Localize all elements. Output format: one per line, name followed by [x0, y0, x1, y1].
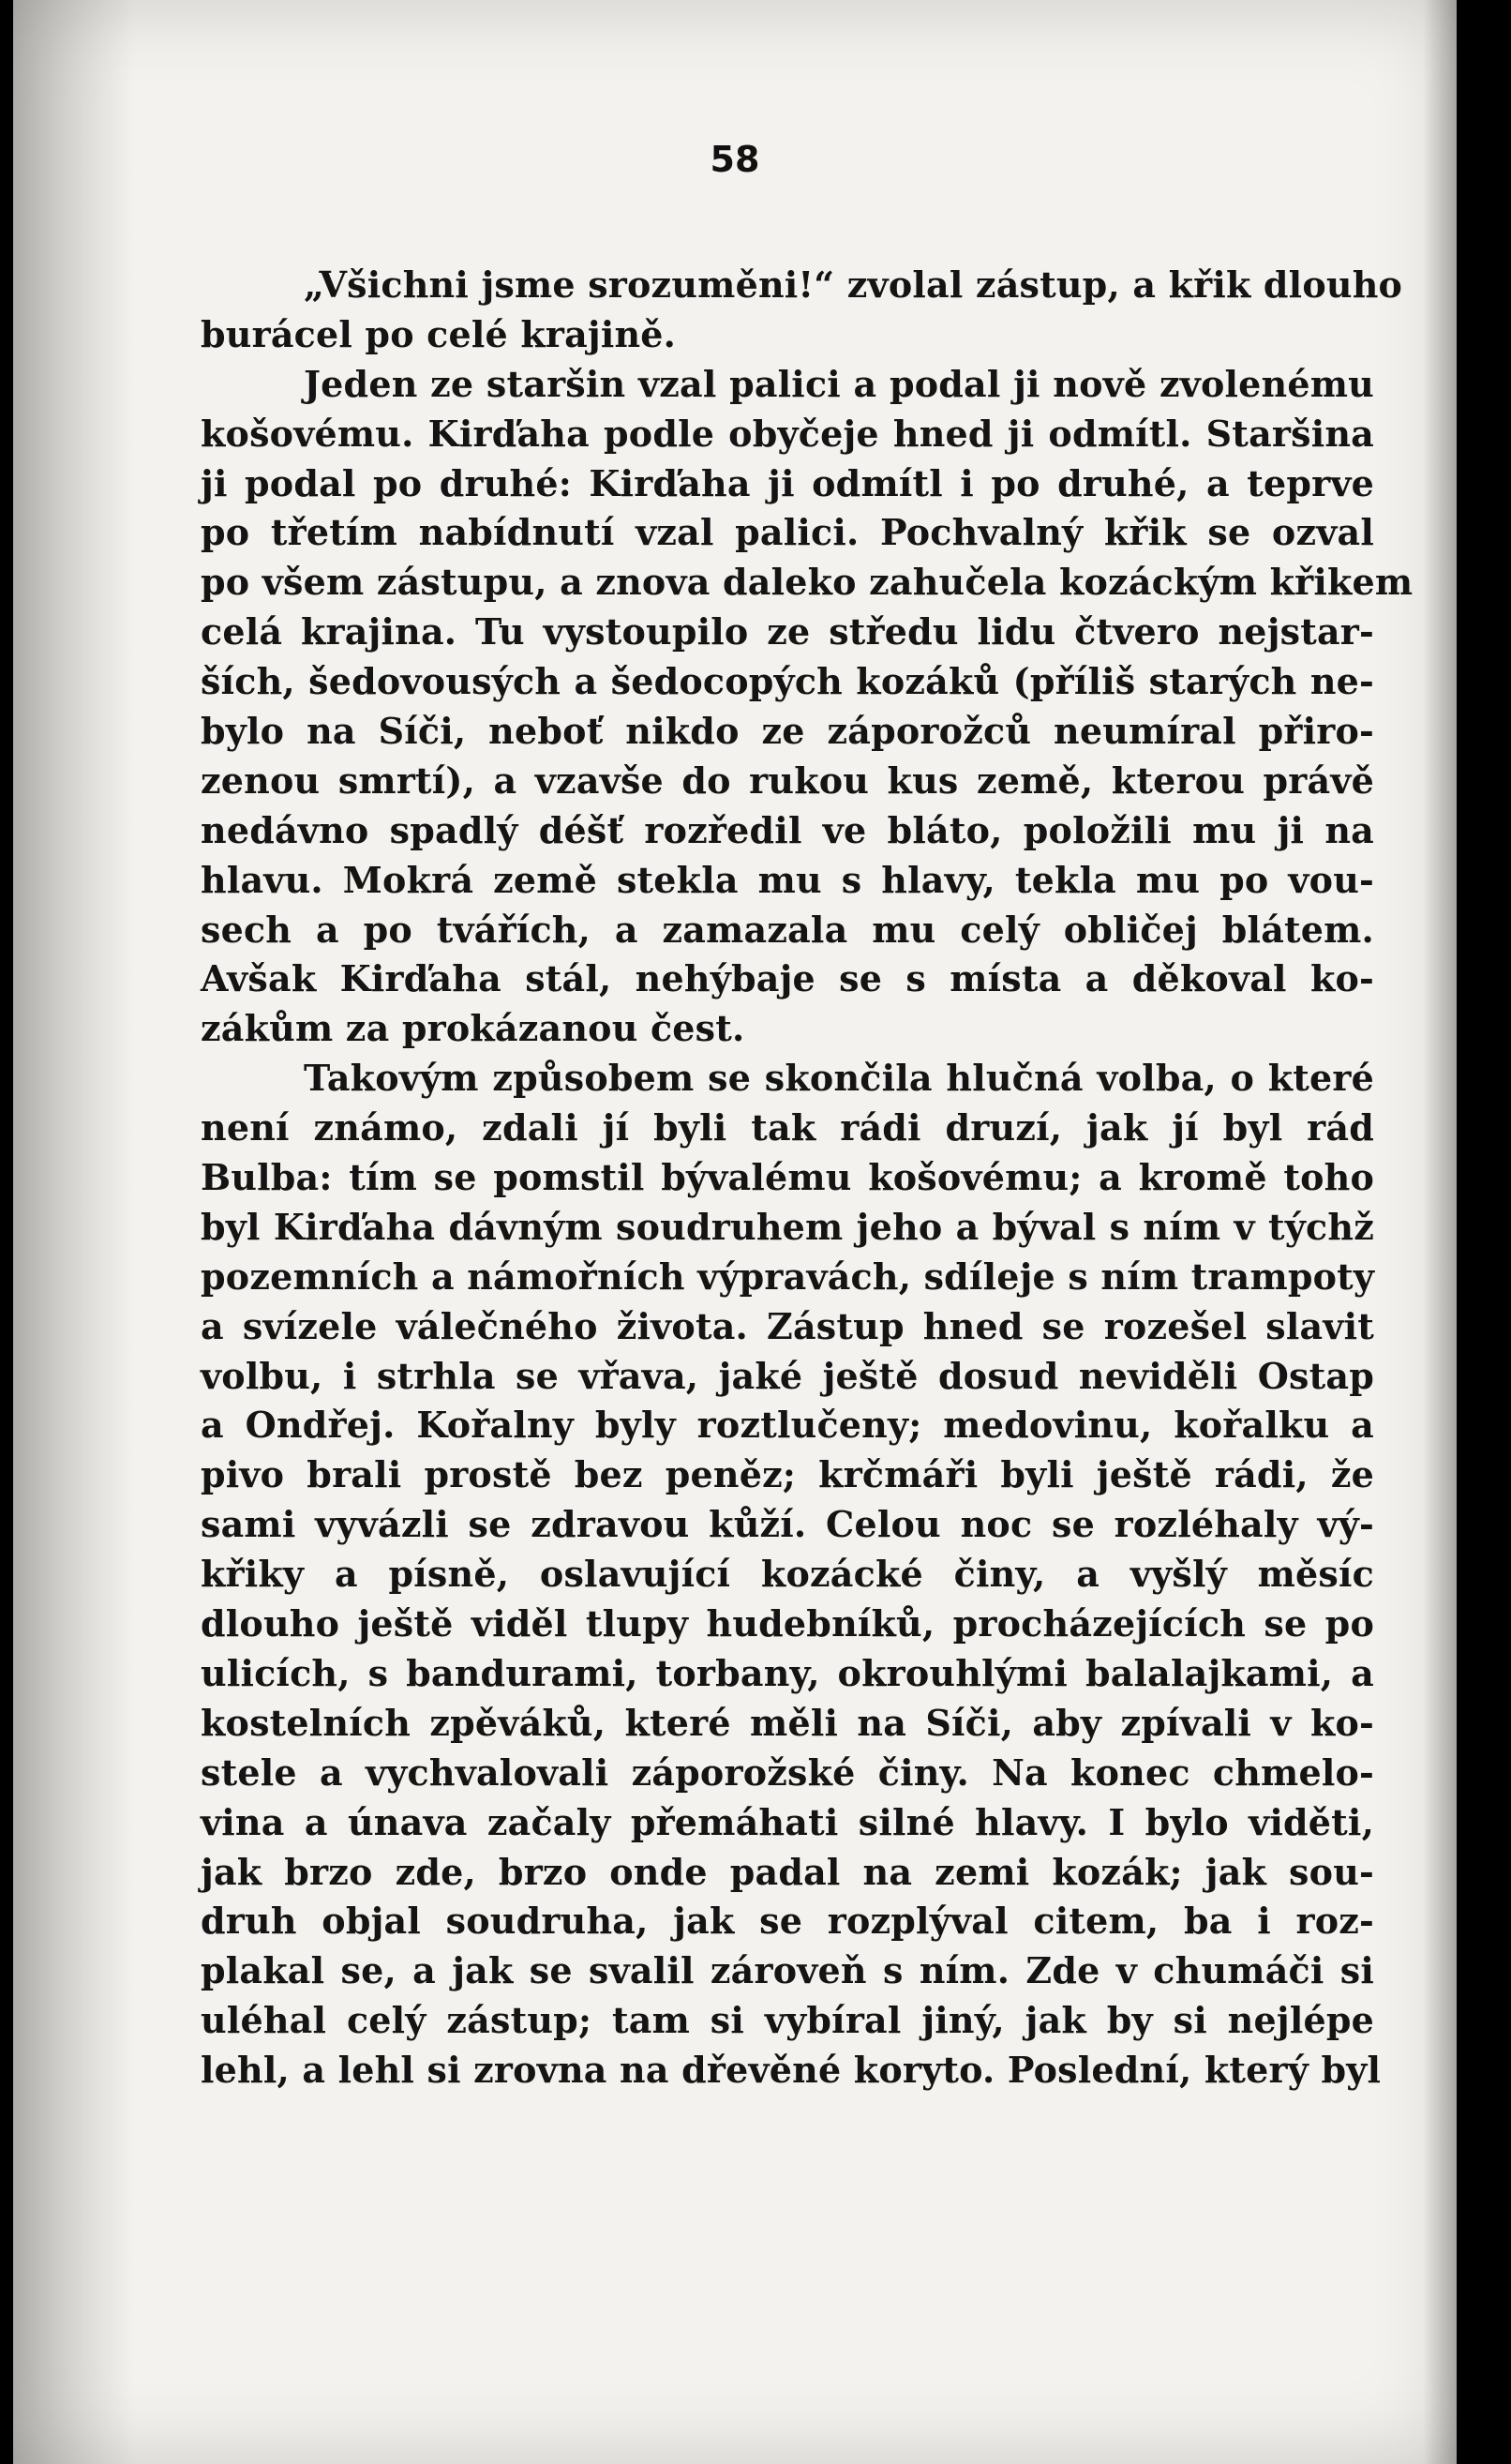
- text-line: zenou smrtí), a vzavše do rukou kus země, kterou právě: [201, 759, 1374, 802]
- text-line: burácel po celé krajině.: [201, 312, 677, 355]
- text-line: Bulba: tím se pomstil bývalému košovému; a kromě toho: [201, 1156, 1374, 1199]
- text-line: nedávno spadlý déšť rozředil ve bláto, položili mu ji na: [201, 808, 1374, 851]
- text-line: uléhal celý zástup; tam si vybíral jiný, jak by si nejlépe: [201, 1999, 1374, 2042]
- gutter-shadow: [13, 0, 135, 2464]
- text-line: pozemních a námořních výpravách, sdíleje s ním trampoty: [201, 1255, 1375, 1298]
- text-line: po třetím nabídnutí vzal palici. Pochvalný křik se ozval: [201, 511, 1374, 554]
- text-line: sami vyvázli se zdravou kůží. Celou noc se rozléhaly vý-: [201, 1503, 1374, 1546]
- text-line: Jeden ze staršin vzal palici a podal ji nově zvolenému: [304, 362, 1374, 405]
- text-line: dlouho ještě viděl tlupy hudebníků, procházejících se po: [201, 1602, 1374, 1645]
- text-line: ji podal po druhé: Kirďaha ji odmítl i po druhé, a teprve: [201, 461, 1374, 504]
- text-line: pivo brali prostě bez peněz; krčmáři byli ještě rádi, že: [201, 1453, 1374, 1496]
- text-line: „Všichni jsme srozuměni!“ zvolal zástup, a křik dlouho: [304, 263, 1403, 306]
- text-line: a Ondřej. Kořalny byly roztlučeny; medovinu, kořalku a: [201, 1404, 1374, 1447]
- text-line: bylo na Síči, neboť nikdo ze záporožců neumíral přiro-: [201, 710, 1374, 753]
- text-line: křiky a písně, oslavující kozácké činy, a vyšlý měsíc: [201, 1553, 1374, 1596]
- page-number: 58: [710, 139, 760, 180]
- text-line: sech a po tvářích, a zamazala mu celý obličej blátem.: [201, 908, 1374, 951]
- text-line: jak brzo zde, brzo onde padal na zemi kozák; jak sou-: [201, 1850, 1374, 1893]
- text-line: ších, šedovousých a šedocopých kozáků (příliš starých ne-: [201, 660, 1374, 703]
- text-line: košovému. Kirďaha podle obyčeje hned ji odmítl. Staršina: [201, 412, 1374, 455]
- book-page: [13, 0, 1457, 2464]
- text-line: celá krajina. Tu vystoupilo ze středu lidu čtvero nejstar-: [201, 610, 1374, 654]
- text-line: volbu, i strhla se vřava, jaké ještě dosud neviděli Ostap: [201, 1354, 1374, 1397]
- text-line: po všem zástupu, a znova daleko zahučela kozáckým křikem: [201, 561, 1414, 604]
- text-line: plakal se, a jak se svalil zároveň s ním. Zde v chumáči si: [201, 1949, 1374, 1992]
- text-line: lehl, a lehl si zrovna na dřevěné koryto. Poslední, který byl: [201, 2049, 1382, 2092]
- text-line: není známo, zdali jí byli tak rádi druzí, jak jí byl rád: [201, 1106, 1374, 1149]
- text-line: Avšak Kirďaha stál, nehýbaje se s místa a děkoval ko-: [201, 957, 1374, 1000]
- text-line: ulicích, s bandurami, torbany, okrouhlými balalajkami, a: [201, 1651, 1374, 1694]
- text-line: byl Kirďaha dávným soudruhem jeho a býval s ním v týchž: [201, 1205, 1374, 1248]
- text-line: Takovým způsobem se skončila hlučná volba, o které: [304, 1057, 1374, 1100]
- page-edge-shadow: [1423, 0, 1457, 2464]
- text-line: zákům za prokázanou čest.: [201, 1007, 745, 1050]
- text-line: hlavu. Mokrá země stekla mu s hlavy, tekla mu po vou-: [201, 858, 1374, 901]
- text-line: a svízele válečného života. Zástup hned se rozešel slavit: [201, 1304, 1374, 1347]
- text-line: druh objal soudruha, jak se rozplýval citem, ba i roz-: [201, 1900, 1374, 1943]
- body-text: [201, 261, 1414, 2096]
- text-line: kostelních zpěváků, které měli na Síči, aby zpívali v ko-: [201, 1701, 1374, 1744]
- text-line: vina a únava začaly přemáhati silné hlavy. I bylo viděti,: [201, 1800, 1374, 1843]
- text-line: stele a vychvalovali záporožské činy. Na konec chmelo-: [201, 1750, 1374, 1794]
